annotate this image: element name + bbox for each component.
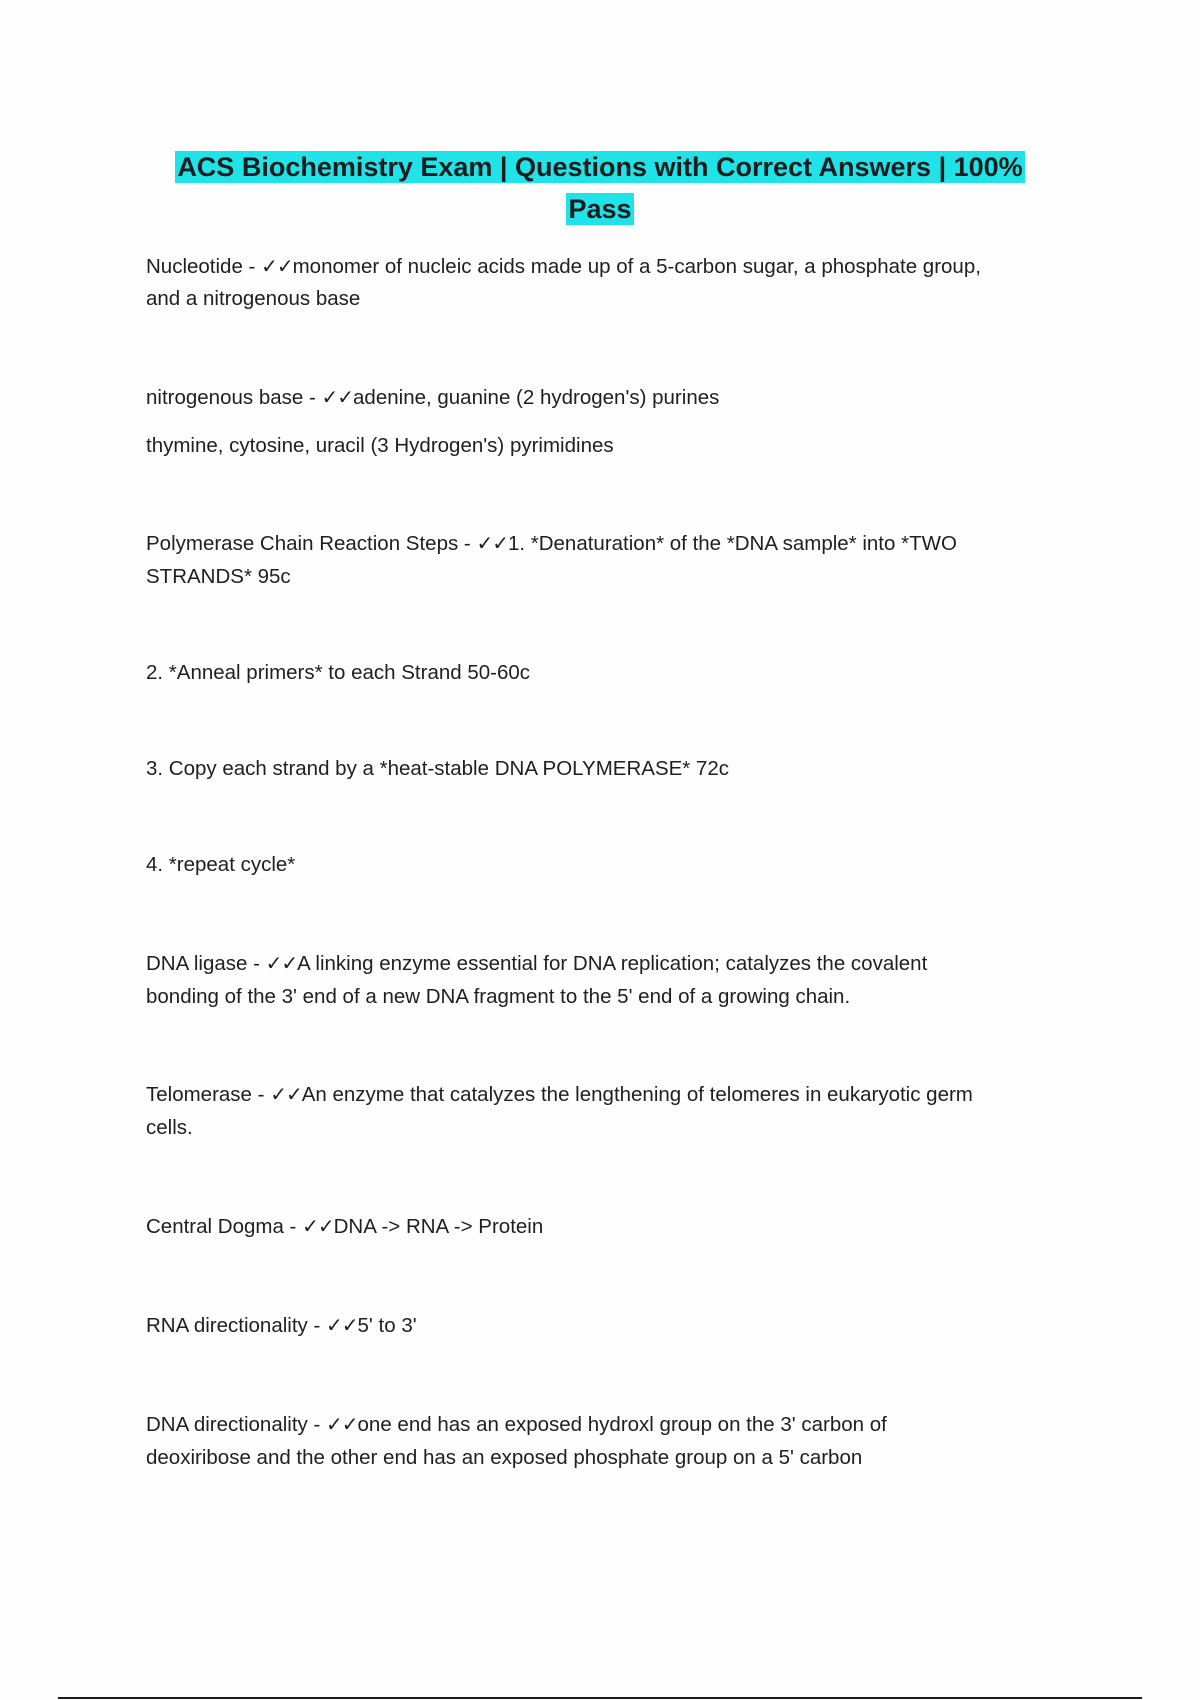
pcr-step-4: 4. *repeat cycle* xyxy=(146,853,296,876)
entry-answer: one end has an exposed hydroxl group on the 3' carbon of xyxy=(357,1413,887,1436)
entry-answer: A linking enzyme essential for DNA replication; catalyzes the covalent xyxy=(297,952,928,975)
entry-term: DNA directionality - xyxy=(146,1413,327,1436)
entry-term: Telomerase - xyxy=(146,1083,271,1106)
entry-nucleotide-cont: and a nitrogenous base xyxy=(146,287,361,310)
title-line-1: ACS Biochemistry Exam | Questions with Correct Answers | 100% xyxy=(177,152,1023,182)
entry-term: RNA directionality - xyxy=(146,1314,327,1337)
double-check-icon: ✓✓ xyxy=(321,385,354,409)
entry-dna-ligase-cont: bonding of the 3' end of a new DNA fragment to the 5' end of a growing chain. xyxy=(146,985,851,1008)
double-check-icon: ✓✓ xyxy=(326,1313,358,1337)
entry-central-dogma xyxy=(146,1210,1076,1243)
entry-term: Polymerase Chain Reaction Steps - xyxy=(146,532,477,555)
entry-dna-directionality xyxy=(146,1408,1076,1441)
entry-term: nitrogenous base - xyxy=(146,386,322,409)
footer-divider xyxy=(58,1697,1142,1699)
double-check-icon: ✓✓ xyxy=(302,1214,334,1238)
entry-answer: An enzyme that catalyzes the lengthening of telomeres in eukaryotic germ xyxy=(301,1083,973,1106)
pcr-step-2: 2. *Anneal primers* to each Strand 50-60c xyxy=(146,661,531,684)
entry-nitrogenous-base xyxy=(146,381,1076,414)
entry-term: Nucleotide - xyxy=(146,255,262,278)
double-check-icon: ✓✓ xyxy=(270,1082,302,1106)
entry-answer: 1. *Denaturation* of the *DNA sample* into *TWO xyxy=(507,532,957,555)
double-check-icon: ✓✓ xyxy=(476,531,508,555)
entry-pcr-steps-cont: STRANDS* 95c xyxy=(146,565,291,588)
entry-dna-ligase xyxy=(146,947,1076,980)
entry-nitrogenous-base-cont: thymine, cytosine, uracil (3 Hydrogen's) pyrimidines xyxy=(146,434,614,457)
entry-telomerase-cont: cells. xyxy=(146,1116,193,1139)
entry-nucleotide xyxy=(146,250,1076,283)
entry-term: DNA ligase - xyxy=(146,952,266,975)
entry-answer: DNA -> RNA -> Protein xyxy=(333,1215,544,1238)
entry-pcr-steps xyxy=(146,527,1076,560)
entry-rna-directionality xyxy=(146,1309,1076,1342)
entry-telomerase xyxy=(146,1078,1076,1111)
entry-answer: 5' to 3' xyxy=(357,1314,417,1337)
entry-dna-directionality-cont: deoxiribose and the other end has an exposed phosphate group on a 5' carbon xyxy=(146,1446,863,1469)
pcr-step-3: 3. Copy each strand by a *heat-stable DNA POLYMERASE* 72c xyxy=(146,757,730,780)
double-check-icon: ✓✓ xyxy=(265,951,298,975)
entry-answer: monomer of nucleic acids made up of a 5-carbon sugar, a phosphate group, xyxy=(292,255,981,278)
document-title xyxy=(145,146,1055,230)
double-check-icon: ✓✓ xyxy=(326,1412,358,1436)
double-check-icon: ✓✓ xyxy=(261,254,293,278)
title-line-2: Pass xyxy=(568,194,632,224)
entry-term: Central Dogma - xyxy=(146,1215,303,1238)
entry-answer: adenine, guanine (2 hydrogen's) purines xyxy=(353,386,720,409)
